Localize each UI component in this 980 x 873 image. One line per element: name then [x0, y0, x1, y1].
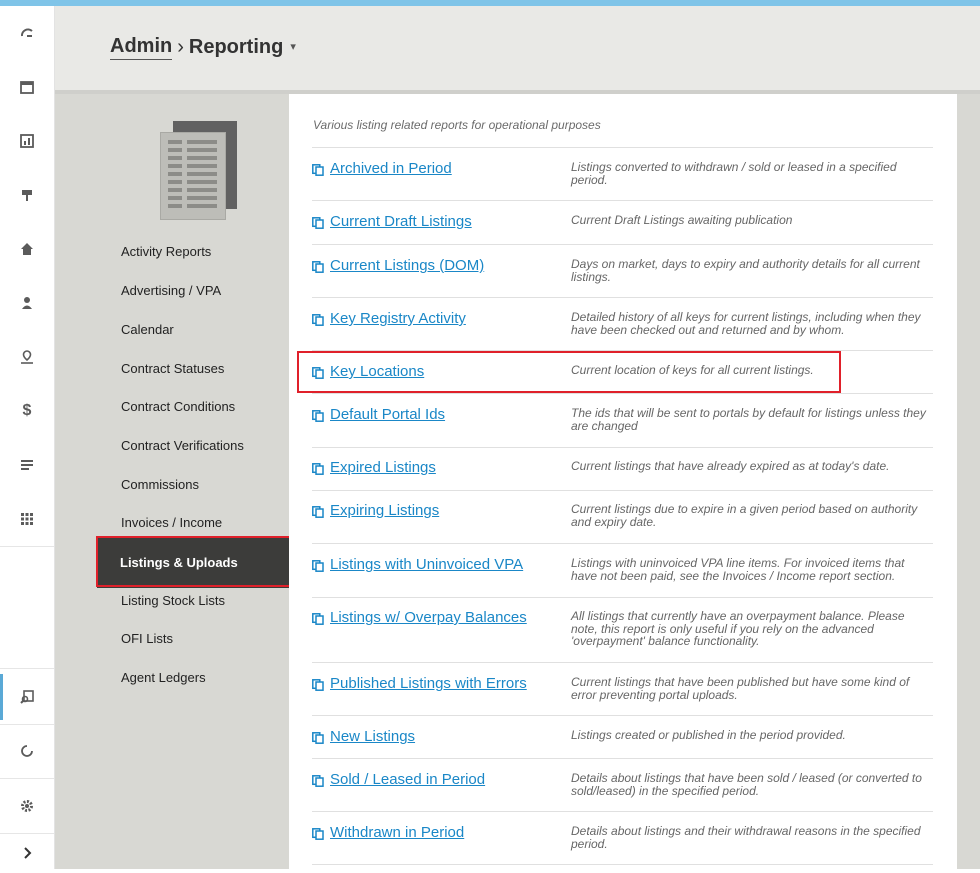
- sidebar-item-listings-uploads[interactable]: Listings & Uploads: [97, 537, 290, 588]
- report-description-expired-listings: Current listings that have already expired as at today's date.: [571, 459, 890, 473]
- row-divider: [312, 811, 933, 812]
- report-description-new-listings: Listings created or published in the period provided.: [571, 728, 846, 742]
- report-link-key-registry-activity[interactable]: Key Registry Activity: [330, 310, 466, 327]
- dashboard-icon[interactable]: [0, 6, 54, 60]
- row-divider: [312, 715, 933, 716]
- report-link-default-portal-ids[interactable]: Default Portal Ids: [330, 406, 446, 423]
- report-copy-icon: [312, 679, 324, 691]
- report-link-withdrawn-in-period[interactable]: Withdrawn in Period: [330, 824, 465, 841]
- row-divider: [312, 244, 933, 245]
- sidebar-item-contract-statuses[interactable]: Contract Statuses: [121, 361, 225, 376]
- report-description-archived-in-period: Listings converted to withdrawn / sold or leased in a specified period.: [571, 160, 897, 187]
- sidebar-item-advertising-vpa[interactable]: Advertising / VPA: [121, 283, 222, 298]
- gear-icon[interactable]: [0, 779, 54, 833]
- row-divider: [312, 543, 933, 544]
- apps-grid-icon[interactable]: [0, 492, 54, 546]
- sidebar-item-calendar[interactable]: Calendar: [121, 322, 174, 337]
- sidebar-item-ofi-lists[interactable]: OFI Lists: [121, 631, 174, 646]
- section-description: Various listing related reports for operational purposes: [313, 118, 601, 132]
- sidebar-item-invoices-income[interactable]: Invoices / Income: [121, 515, 223, 530]
- report-description-key-locations: Current location of keys for all current listings.: [571, 363, 814, 377]
- row-divider: [312, 393, 933, 394]
- left-icon-nav: [0, 6, 55, 869]
- report-copy-icon: [312, 560, 324, 572]
- row-divider: [312, 490, 933, 491]
- row-divider: [312, 662, 933, 663]
- report-search-icon[interactable]: [0, 670, 54, 724]
- report-description-current-listings-dom: Days on market, days to expiry and authority details for all current listings.: [571, 257, 920, 284]
- report-description-listings-w-overpay-balances: All listings that currently have an overpayment balance. Please note, this report is only useful if you rely on the advanced 'overpayment' balance functionality.: [571, 609, 905, 648]
- sidebar-item-contract-conditions[interactable]: Contract Conditions: [121, 399, 236, 414]
- row-divider: [312, 597, 933, 598]
- sidebar-item-contract-verifications[interactable]: Contract Verifications: [121, 438, 244, 453]
- report-copy-icon: [312, 217, 324, 229]
- breadcrumb-reporting[interactable]: Reporting: [188, 36, 284, 58]
- active-item-highlight-box: [96, 536, 292, 587]
- report-copy-icon: [312, 164, 324, 176]
- row-divider: [312, 447, 933, 448]
- report-link-key-locations[interactable]: Key Locations: [330, 363, 425, 380]
- report-copy-icon: [312, 261, 324, 273]
- chevron-down-icon[interactable]: ▾: [290, 41, 296, 53]
- row-divider: [312, 147, 933, 148]
- report-description-default-portal-ids: The ids that will be sent to portals by default for listings unless they are changed: [571, 406, 926, 433]
- row-divider: [312, 758, 933, 759]
- sidebar-item-activity-reports[interactable]: Activity Reports: [121, 244, 212, 259]
- report-link-published-listings-with-errors[interactable]: Published Listings with Errors: [330, 675, 527, 692]
- report-description-key-registry-activity: Detailed history of all keys for current listings, including when they have been checked out and returned and by whom.: [571, 310, 921, 337]
- report-link-archived-in-period[interactable]: Archived in Period: [330, 160, 452, 177]
- chart-icon[interactable]: [0, 114, 54, 168]
- sign-icon[interactable]: [0, 168, 54, 222]
- row-divider: [312, 200, 933, 201]
- report-copy-icon: [312, 775, 324, 787]
- row-divider: [312, 864, 933, 865]
- breadcrumb: [110, 35, 296, 60]
- dollar-icon[interactable]: $: [22, 402, 32, 419]
- contact-icon[interactable]: [0, 276, 54, 330]
- calendar-icon[interactable]: [0, 60, 54, 114]
- document-front-icon: [160, 132, 226, 220]
- report-link-expiring-listings[interactable]: Expiring Listings: [330, 502, 440, 519]
- report-link-sold-leased-in-period[interactable]: Sold / Leased in Period: [330, 771, 486, 788]
- report-link-listings-with-uninvoiced-vpa[interactable]: Listings with Uninvoiced VPA: [330, 556, 524, 573]
- map-pin-icon[interactable]: [0, 330, 54, 384]
- report-copy-icon: [312, 410, 324, 422]
- report-description-current-draft-listings: Current Draft Listings awaiting publication: [571, 213, 793, 227]
- sidebar-item-agent-ledgers[interactable]: Agent Ledgers: [121, 670, 206, 685]
- list-icon[interactable]: [0, 438, 54, 492]
- report-link-current-draft-listings[interactable]: Current Draft Listings: [330, 213, 472, 230]
- report-description-expiring-listings: Current listings due to expire in a given period based on authority and expiry date.: [571, 502, 918, 529]
- reports-panel: [289, 94, 957, 869]
- report-link-new-listings[interactable]: New Listings: [330, 728, 416, 745]
- report-copy-icon: [312, 613, 324, 625]
- report-copy-icon: [312, 506, 324, 518]
- report-description-withdrawn-in-period: Details about listings and their withdrawal reasons in the specified period.: [571, 824, 921, 851]
- report-link-current-listings-dom[interactable]: Current Listings (DOM): [330, 257, 485, 274]
- home-icon[interactable]: [0, 222, 54, 276]
- report-copy-icon: [312, 463, 324, 475]
- breadcrumb-separator: ›: [177, 36, 184, 58]
- refresh-icon[interactable]: [0, 724, 54, 778]
- report-description-listings-with-uninvoiced-vpa: Listings with uninvoiced VPA line items. For invoiced items that have not been paid, see the Invoices / Income report section.: [571, 556, 905, 583]
- expand-chevron-icon[interactable]: [0, 833, 54, 873]
- report-link-listings-w-overpay-balances[interactable]: Listings w/ Overpay Balances: [330, 609, 527, 626]
- report-copy-icon: [312, 314, 324, 326]
- report-link-expired-listings[interactable]: Expired Listings: [330, 459, 436, 476]
- row-divider: [312, 297, 933, 298]
- report-description-published-listings-with-errors: Current listings that have been published but have some kind of error preventing portal uploads.: [571, 675, 910, 702]
- report-description-sold-leased-in-period: Details about listings that have been sold / leased (or converted to sold/leased) in the specified period.: [571, 771, 922, 798]
- report-copy-icon: [312, 828, 324, 840]
- sidebar-item-commissions[interactable]: Commissions: [121, 477, 200, 492]
- report-copy-icon: [312, 732, 324, 744]
- key-locations-highlight-box: [297, 351, 841, 393]
- breadcrumb-admin-link[interactable]: Admin: [110, 35, 172, 60]
- sidebar-item-listing-stock-lists[interactable]: Listing Stock Lists: [121, 593, 226, 608]
